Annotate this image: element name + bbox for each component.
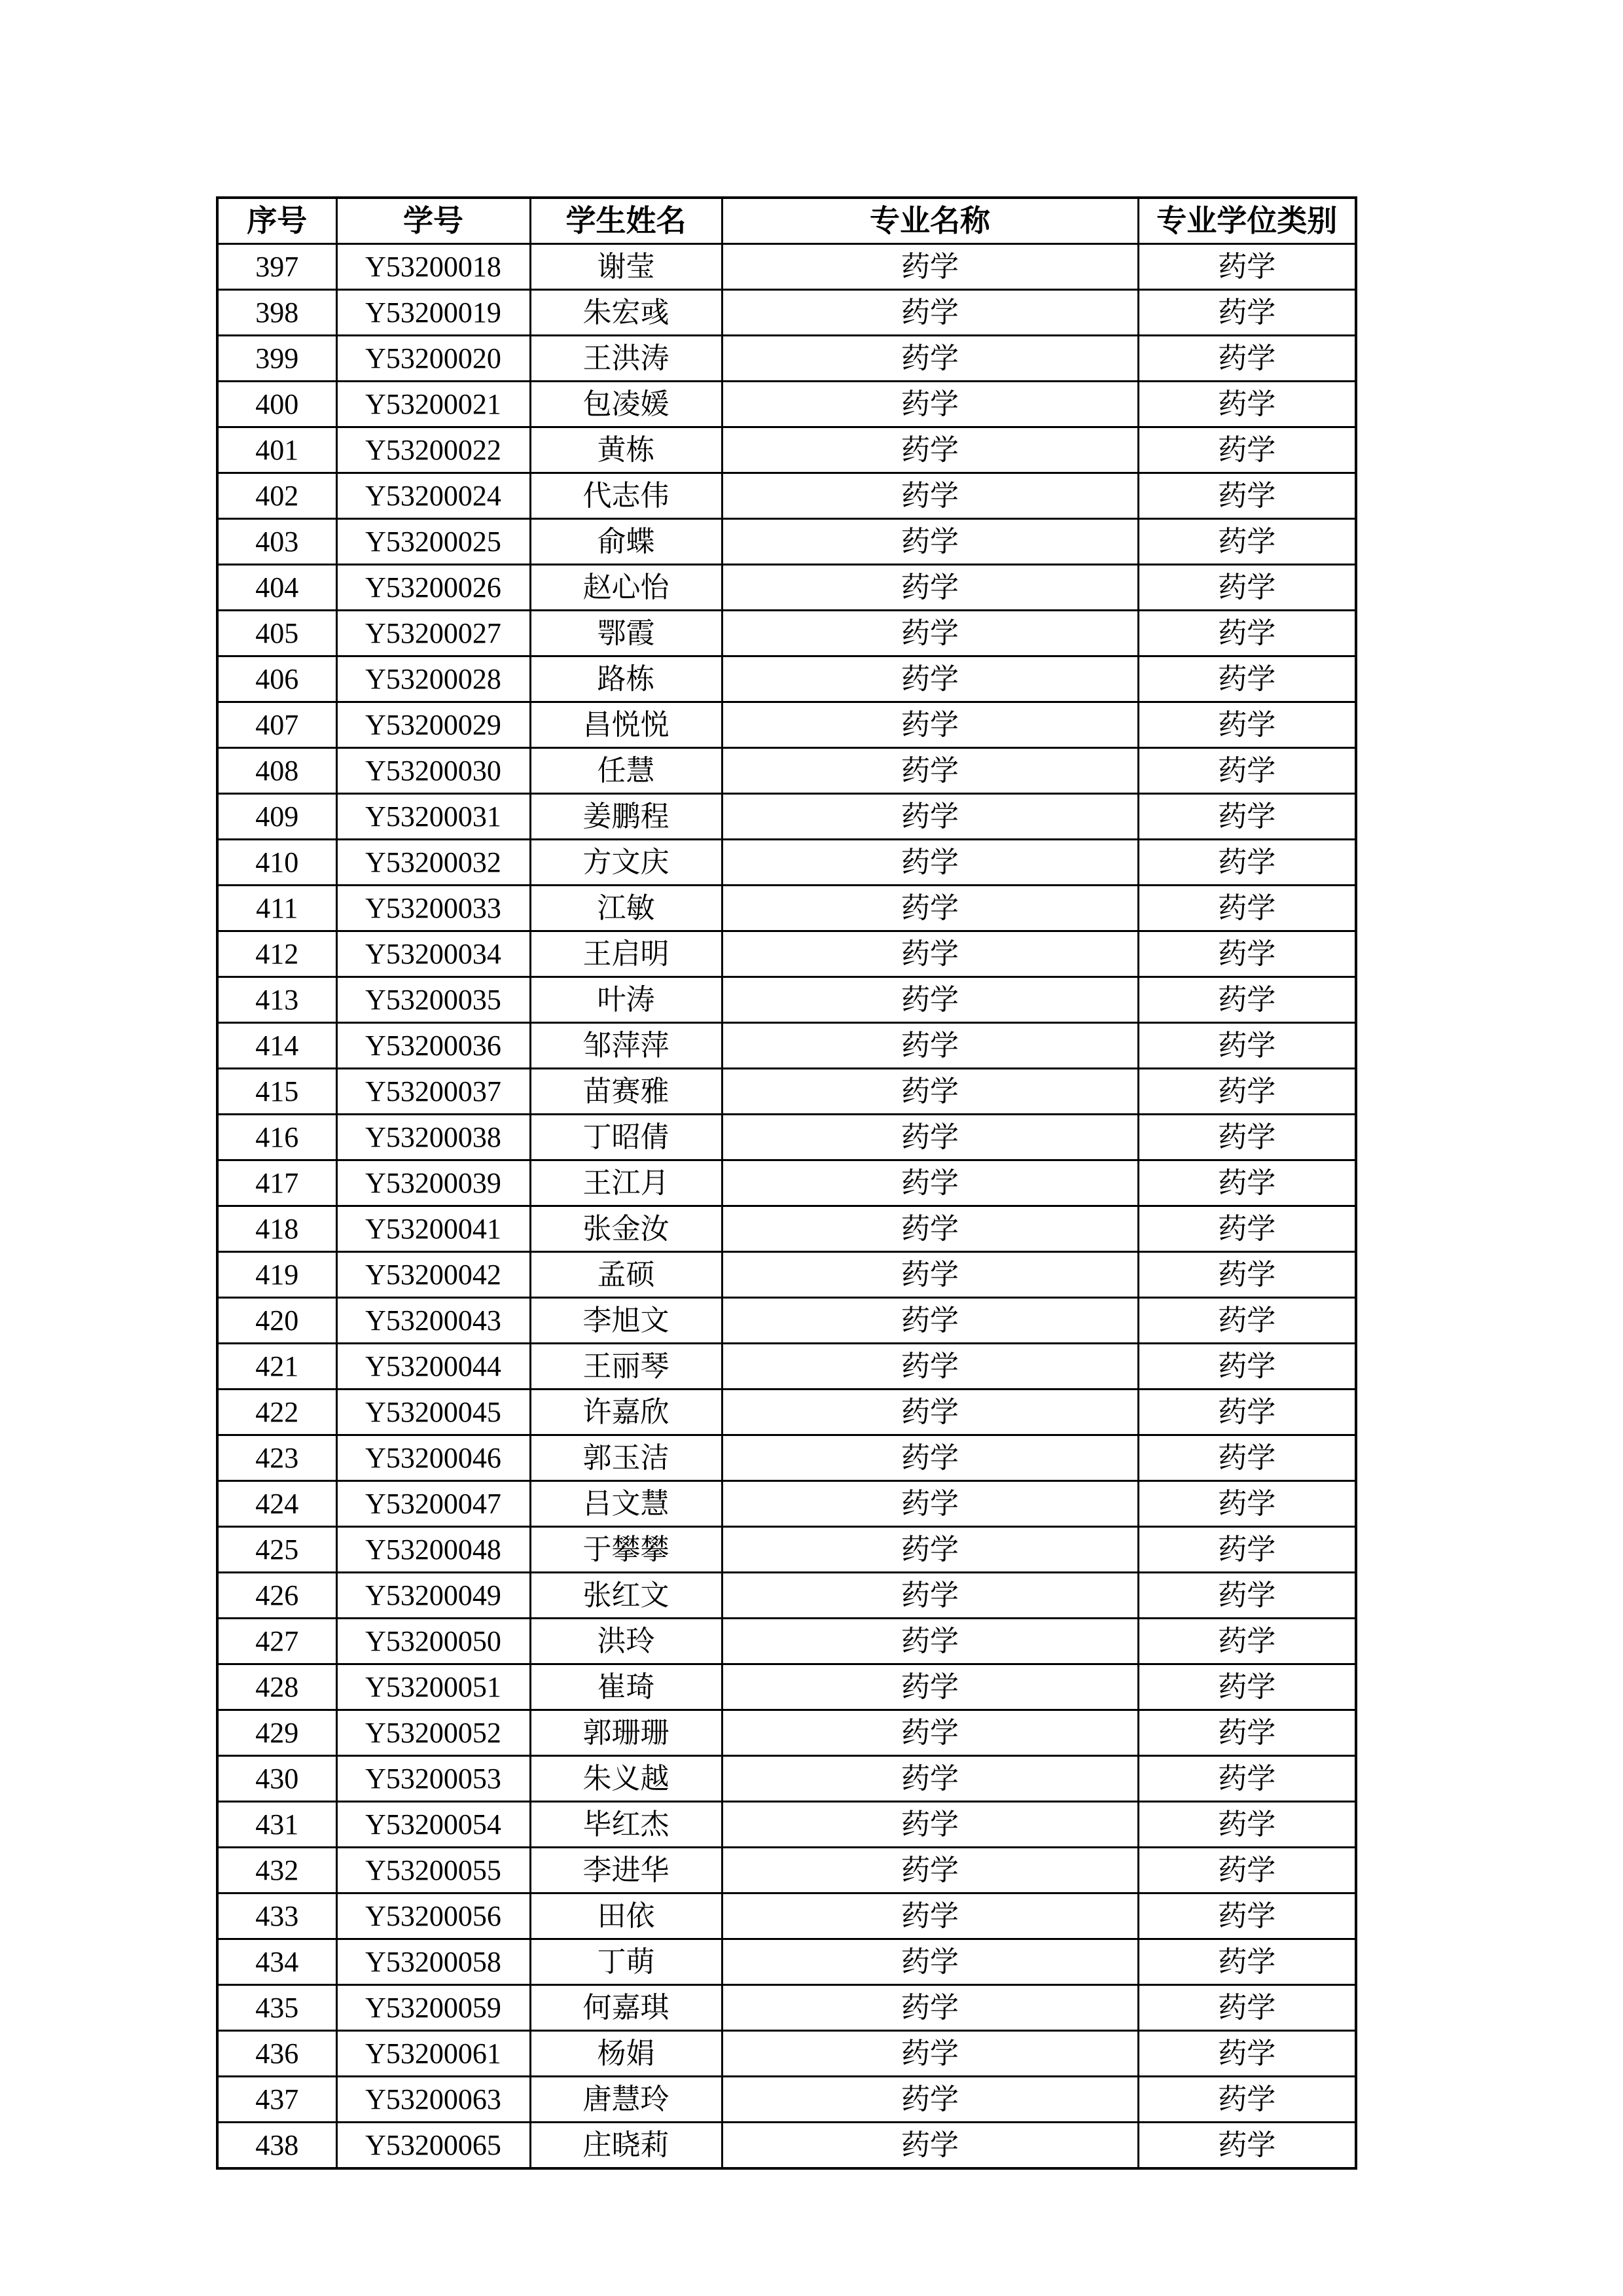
degree-category-cell: 药学 (1138, 1390, 1356, 1435)
seq-cell: 438 (217, 2123, 336, 2169)
major-cell: 药学 (722, 1985, 1138, 2031)
student-id-cell: Y53200032 (336, 840, 530, 886)
major-cell: 药学 (722, 473, 1138, 519)
degree-category-cell: 药学 (1138, 336, 1356, 382)
major-cell: 药学 (722, 1435, 1138, 1481)
degree-category-cell: 药学 (1138, 1893, 1356, 1939)
seq-cell: 403 (217, 519, 336, 565)
student-name-cell: 张金汝 (530, 1206, 722, 1252)
student-name-cell: 谢莹 (530, 244, 722, 290)
table-row (217, 611, 1356, 656)
seq-cell: 405 (217, 611, 336, 656)
student-id-cell: Y53200038 (336, 1115, 530, 1160)
table-row (217, 748, 1356, 794)
table-row (217, 290, 1356, 336)
student-name-cell: 吕文慧 (530, 1481, 722, 1527)
student-id-cell: Y53200061 (336, 2031, 530, 2077)
table-row (217, 1939, 1356, 1985)
degree-category-cell: 药学 (1138, 1985, 1356, 2031)
degree-category-cell: 药学 (1138, 748, 1356, 794)
seq-cell: 399 (217, 336, 336, 382)
seq-cell: 415 (217, 1069, 336, 1115)
degree-category-cell: 药学 (1138, 290, 1356, 336)
student-name-cell: 赵心怡 (530, 565, 722, 611)
degree-category-cell: 药学 (1138, 1435, 1356, 1481)
degree-category-cell: 药学 (1138, 1115, 1356, 1160)
table-row (217, 1160, 1356, 1206)
major-cell: 药学 (722, 1160, 1138, 1206)
student-id-cell: Y53200056 (336, 1893, 530, 1939)
degree-category-cell: 药学 (1138, 1573, 1356, 1619)
table-row (217, 1023, 1356, 1069)
degree-category-cell: 药学 (1138, 886, 1356, 931)
degree-category-cell: 药学 (1138, 840, 1356, 886)
seq-cell: 416 (217, 1115, 336, 1160)
table-row (217, 1756, 1356, 1802)
student-name-cell: 田依 (530, 1893, 722, 1939)
degree-category-cell: 药学 (1138, 1756, 1356, 1802)
student-id-cell: Y53200035 (336, 977, 530, 1023)
student-name-cell: 苗赛雅 (530, 1069, 722, 1115)
major-cell: 药学 (722, 519, 1138, 565)
student-name-cell: 鄂霞 (530, 611, 722, 656)
student-name-cell: 王洪涛 (530, 336, 722, 382)
student-name-cell: 江敏 (530, 886, 722, 931)
major-cell: 药学 (722, 382, 1138, 427)
table-row (217, 519, 1356, 565)
major-cell: 药学 (722, 702, 1138, 748)
seq-cell: 417 (217, 1160, 336, 1206)
table-row (217, 1573, 1356, 1619)
student-id-cell: Y53200050 (336, 1619, 530, 1664)
seq-cell: 406 (217, 656, 336, 702)
seq-cell: 421 (217, 1344, 336, 1390)
seq-cell: 410 (217, 840, 336, 886)
table-row (217, 702, 1356, 748)
table-row (217, 336, 1356, 382)
seq-cell: 432 (217, 1848, 336, 1893)
table-row (217, 1435, 1356, 1481)
degree-category-cell: 药学 (1138, 611, 1356, 656)
table-row (217, 2031, 1356, 2077)
degree-category-cell: 药学 (1138, 1848, 1356, 1893)
table-row (217, 427, 1356, 473)
table-row (217, 244, 1356, 290)
seq-cell: 397 (217, 244, 336, 290)
degree-category-cell: 药学 (1138, 244, 1356, 290)
major-cell: 药学 (722, 1115, 1138, 1160)
student-id-cell: Y53200054 (336, 1802, 530, 1848)
student-name-cell: 俞蝶 (530, 519, 722, 565)
student-id-cell: Y53200063 (336, 2077, 530, 2123)
column-header-degree-category: 专业学位类别 (1138, 198, 1356, 244)
degree-category-cell: 药学 (1138, 1939, 1356, 1985)
student-name-cell: 代志伟 (530, 473, 722, 519)
degree-category-cell: 药学 (1138, 2123, 1356, 2169)
degree-category-cell: 药学 (1138, 1710, 1356, 1756)
major-cell: 药学 (722, 2031, 1138, 2077)
student-id-cell: Y53200039 (336, 1160, 530, 1206)
student-id-cell: Y53200055 (336, 1848, 530, 1893)
table-row (217, 1115, 1356, 1160)
student-table (216, 196, 1357, 2170)
major-cell: 药学 (722, 977, 1138, 1023)
seq-cell: 424 (217, 1481, 336, 1527)
degree-category-cell: 药学 (1138, 1160, 1356, 1206)
seq-cell: 402 (217, 473, 336, 519)
seq-cell: 400 (217, 382, 336, 427)
student-id-cell: Y53200044 (336, 1344, 530, 1390)
degree-category-cell: 药学 (1138, 519, 1356, 565)
student-name-cell: 许嘉欣 (530, 1390, 722, 1435)
seq-cell: 401 (217, 427, 336, 473)
degree-category-cell: 药学 (1138, 2077, 1356, 2123)
major-cell: 药学 (722, 1573, 1138, 1619)
degree-category-cell: 药学 (1138, 1298, 1356, 1344)
student-name-cell: 杨娟 (530, 2031, 722, 2077)
student-name-cell: 朱义越 (530, 1756, 722, 1802)
major-cell: 药学 (722, 290, 1138, 336)
student-name-cell: 方文庆 (530, 840, 722, 886)
major-cell: 药学 (722, 244, 1138, 290)
student-name-cell: 张红文 (530, 1573, 722, 1619)
major-cell: 药学 (722, 1344, 1138, 1390)
seq-cell: 422 (217, 1390, 336, 1435)
seq-cell: 435 (217, 1985, 336, 2031)
student-id-cell: Y53200042 (336, 1252, 530, 1298)
degree-category-cell: 药学 (1138, 565, 1356, 611)
student-id-cell: Y53200036 (336, 1023, 530, 1069)
major-cell: 药学 (722, 1527, 1138, 1573)
degree-category-cell: 药学 (1138, 702, 1356, 748)
student-name-cell: 姜鹏程 (530, 794, 722, 840)
seq-cell: 427 (217, 1619, 336, 1664)
table-row (217, 840, 1356, 886)
seq-cell: 437 (217, 2077, 336, 2123)
student-name-cell: 王江月 (530, 1160, 722, 1206)
seq-cell: 434 (217, 1939, 336, 1985)
table-row (217, 1985, 1356, 2031)
column-header-major: 专业名称 (722, 198, 1138, 244)
student-name-cell: 路栋 (530, 656, 722, 702)
student-id-cell: Y53200031 (336, 794, 530, 840)
degree-category-cell: 药学 (1138, 473, 1356, 519)
table-row (217, 1619, 1356, 1664)
major-cell: 药学 (722, 1664, 1138, 1710)
seq-cell: 414 (217, 1023, 336, 1069)
major-cell: 药学 (722, 1252, 1138, 1298)
major-cell: 药学 (722, 656, 1138, 702)
student-name-cell: 丁昭倩 (530, 1115, 722, 1160)
seq-cell: 420 (217, 1298, 336, 1344)
table-row (217, 1664, 1356, 1710)
table-row (217, 473, 1356, 519)
major-cell: 药学 (722, 1710, 1138, 1756)
seq-cell: 433 (217, 1893, 336, 1939)
table-row (217, 886, 1356, 931)
seq-cell: 413 (217, 977, 336, 1023)
seq-cell: 430 (217, 1756, 336, 1802)
student-id-cell: Y53200043 (336, 1298, 530, 1344)
table-row (217, 382, 1356, 427)
major-cell: 药学 (722, 1023, 1138, 1069)
degree-category-cell: 药学 (1138, 1664, 1356, 1710)
student-id-cell: Y53200047 (336, 1481, 530, 1527)
table-row (217, 1206, 1356, 1252)
table-row (217, 794, 1356, 840)
student-id-cell: Y53200020 (336, 336, 530, 382)
student-name-cell: 黄栋 (530, 427, 722, 473)
seq-cell: 426 (217, 1573, 336, 1619)
seq-cell: 412 (217, 931, 336, 977)
student-name-cell: 唐慧玲 (530, 2077, 722, 2123)
major-cell: 药学 (722, 1481, 1138, 1527)
major-cell: 药学 (722, 1848, 1138, 1893)
major-cell: 药学 (722, 840, 1138, 886)
student-name-cell: 庄晓莉 (530, 2123, 722, 2169)
student-name-cell: 洪玲 (530, 1619, 722, 1664)
major-cell: 药学 (722, 2077, 1138, 2123)
column-header-student-name: 学生姓名 (530, 198, 722, 244)
student-name-cell: 李旭文 (530, 1298, 722, 1344)
major-cell: 药学 (722, 1893, 1138, 1939)
column-header-student-id: 学号 (336, 198, 530, 244)
table-row (217, 1848, 1356, 1893)
degree-category-cell: 药学 (1138, 382, 1356, 427)
student-id-cell: Y53200022 (336, 427, 530, 473)
major-cell: 药学 (722, 748, 1138, 794)
student-name-cell: 毕红杰 (530, 1802, 722, 1848)
student-id-cell: Y53200028 (336, 656, 530, 702)
major-cell: 药学 (722, 427, 1138, 473)
table-row (217, 1527, 1356, 1573)
seq-cell: 398 (217, 290, 336, 336)
table-row (217, 565, 1356, 611)
student-id-cell: Y53200058 (336, 1939, 530, 1985)
degree-category-cell: 药学 (1138, 1023, 1356, 1069)
table-row (217, 931, 1356, 977)
table-row (217, 1344, 1356, 1390)
major-cell: 药学 (722, 1939, 1138, 1985)
student-name-cell: 朱宏彧 (530, 290, 722, 336)
table-row (217, 1893, 1356, 1939)
student-id-cell: Y53200029 (336, 702, 530, 748)
major-cell: 药学 (722, 2123, 1138, 2169)
student-name-cell: 邹萍萍 (530, 1023, 722, 1069)
student-id-cell: Y53200052 (336, 1710, 530, 1756)
column-header-seq: 序号 (217, 198, 336, 244)
student-name-cell: 孟硕 (530, 1252, 722, 1298)
student-id-cell: Y53200034 (336, 931, 530, 977)
degree-category-cell: 药学 (1138, 977, 1356, 1023)
student-id-cell: Y53200027 (336, 611, 530, 656)
seq-cell: 429 (217, 1710, 336, 1756)
seq-cell: 428 (217, 1664, 336, 1710)
major-cell: 药学 (722, 565, 1138, 611)
seq-cell: 409 (217, 794, 336, 840)
student-id-cell: Y53200045 (336, 1390, 530, 1435)
major-cell: 药学 (722, 931, 1138, 977)
degree-category-cell: 药学 (1138, 1802, 1356, 1848)
degree-category-cell: 药学 (1138, 1069, 1356, 1115)
seq-cell: 418 (217, 1206, 336, 1252)
student-id-cell: Y53200053 (336, 1756, 530, 1802)
student-name-cell: 郭珊珊 (530, 1710, 722, 1756)
student-id-cell: Y53200026 (336, 565, 530, 611)
major-cell: 药学 (722, 1756, 1138, 1802)
student-name-cell: 包凌媛 (530, 382, 722, 427)
major-cell: 药学 (722, 1069, 1138, 1115)
table-row (217, 1710, 1356, 1756)
student-id-cell: Y53200019 (336, 290, 530, 336)
major-cell: 药学 (722, 1802, 1138, 1848)
table-header-row (217, 198, 1356, 244)
seq-cell: 419 (217, 1252, 336, 1298)
degree-category-cell: 药学 (1138, 1344, 1356, 1390)
degree-category-cell: 药学 (1138, 1481, 1356, 1527)
degree-category-cell: 药学 (1138, 1527, 1356, 1573)
major-cell: 药学 (722, 794, 1138, 840)
seq-cell: 431 (217, 1802, 336, 1848)
table-row (217, 1069, 1356, 1115)
student-name-cell: 昌悦悦 (530, 702, 722, 748)
table-row (217, 1252, 1356, 1298)
table-row (217, 656, 1356, 702)
student-name-cell: 郭玉洁 (530, 1435, 722, 1481)
student-id-cell: Y53200021 (336, 382, 530, 427)
degree-category-cell: 药学 (1138, 1619, 1356, 1664)
table-row (217, 2077, 1356, 2123)
student-id-cell: Y53200051 (336, 1664, 530, 1710)
major-cell: 药学 (722, 611, 1138, 656)
seq-cell: 436 (217, 2031, 336, 2077)
student-id-cell: Y53200037 (336, 1069, 530, 1115)
table-row (217, 1298, 1356, 1344)
student-name-cell: 任慧 (530, 748, 722, 794)
table-row (217, 2123, 1356, 2169)
student-id-cell: Y53200048 (336, 1527, 530, 1573)
major-cell: 药学 (722, 336, 1138, 382)
seq-cell: 404 (217, 565, 336, 611)
student-name-cell: 王丽琴 (530, 1344, 722, 1390)
degree-category-cell: 药学 (1138, 931, 1356, 977)
student-id-cell: Y53200049 (336, 1573, 530, 1619)
student-id-cell: Y53200033 (336, 886, 530, 931)
table-row (217, 1481, 1356, 1527)
student-name-cell: 王启明 (530, 931, 722, 977)
degree-category-cell: 药学 (1138, 2031, 1356, 2077)
student-name-cell: 何嘉琪 (530, 1985, 722, 2031)
major-cell: 药学 (722, 1298, 1138, 1344)
degree-category-cell: 药学 (1138, 427, 1356, 473)
major-cell: 药学 (722, 1619, 1138, 1664)
student-name-cell: 叶涛 (530, 977, 722, 1023)
student-id-cell: Y53200024 (336, 473, 530, 519)
table-row (217, 977, 1356, 1023)
student-name-cell: 于攀攀 (530, 1527, 722, 1573)
student-id-cell: Y53200018 (336, 244, 530, 290)
seq-cell: 407 (217, 702, 336, 748)
seq-cell: 425 (217, 1527, 336, 1573)
student-name-cell: 丁萌 (530, 1939, 722, 1985)
student-name-cell: 李进华 (530, 1848, 722, 1893)
seq-cell: 411 (217, 886, 336, 931)
major-cell: 药学 (722, 1390, 1138, 1435)
table-body (217, 244, 1356, 2169)
seq-cell: 408 (217, 748, 336, 794)
table-row (217, 1390, 1356, 1435)
degree-category-cell: 药学 (1138, 1252, 1356, 1298)
degree-category-cell: 药学 (1138, 656, 1356, 702)
student-id-cell: Y53200025 (336, 519, 530, 565)
student-id-cell: Y53200059 (336, 1985, 530, 2031)
student-name-cell: 崔琦 (530, 1664, 722, 1710)
major-cell: 药学 (722, 886, 1138, 931)
major-cell: 药学 (722, 1206, 1138, 1252)
table-row (217, 1802, 1356, 1848)
student-id-cell: Y53200065 (336, 2123, 530, 2169)
student-id-cell: Y53200030 (336, 748, 530, 794)
student-id-cell: Y53200046 (336, 1435, 530, 1481)
student-id-cell: Y53200041 (336, 1206, 530, 1252)
seq-cell: 423 (217, 1435, 336, 1481)
degree-category-cell: 药学 (1138, 794, 1356, 840)
degree-category-cell: 药学 (1138, 1206, 1356, 1252)
